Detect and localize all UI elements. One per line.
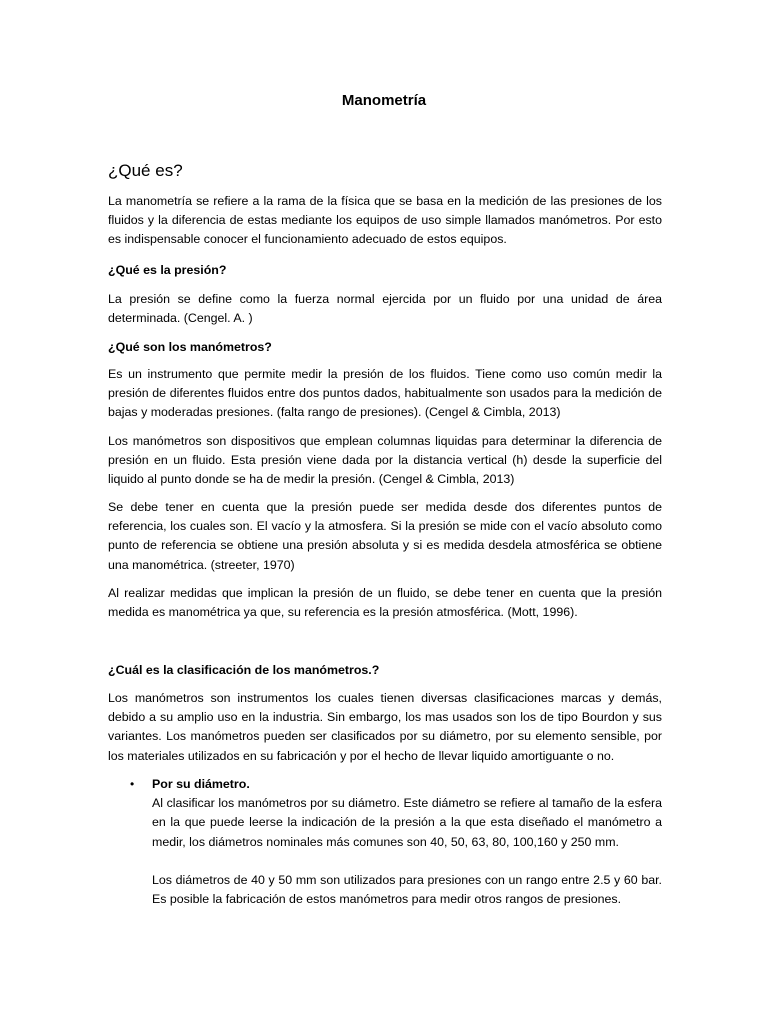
paragraph-atmosferica: Al realizar medidas que implican la presión de un fluido, se debe tener en cuenta que la presión medida es manométrica ya que, su referencia es la presión atmosférica. (Mott, 1996). <box>108 586 662 620</box>
bullet-marker: • <box>130 777 135 791</box>
paragraph-definition: La manometría se refiere a la rama de la física que se basa en la medición de las presiones de los fluidos y la diferencia de estas mediante los equipos de uso simple llamados manómetros. Por esto es indispensable conocer el funcionamiento adecuado de estos equipos. <box>108 194 662 247</box>
paragraph-instrumento: Es un instrumento que permite medir la presión de los fluidos. Tiene como uso común medir la presión de diferentes fluidos entre dos puntos dados, habitualmente son usados para la medición de bajas y moderadas presiones. (falta rango de presiones). (Cengel & Cimbla, 2013) <box>108 367 662 420</box>
bullet-body <box>152 775 662 909</box>
section-heading-que-es: ¿Qué es? <box>108 161 183 180</box>
bullet-heading: Por su diámetro. <box>152 777 250 791</box>
bullet-text-rango: Los diámetros de 40 y 50 mm son utilizados para presiones con un rango entre 2.5 y 60 bar. Es posible la fabricación de estos manómetros para medir otros rangos de presiones. <box>152 872 662 907</box>
question-clasificacion: ¿Cuál es la clasificación de los manómetros.? <box>108 663 380 677</box>
paragraph-referencia: Se debe tener en cuenta que la presión puede ser medida desde dos diferentes puntos de referencia, los cuales son. El vacío y la atmosfera. Si la presión se mide con el vacío absoluto como punto de referencia se obtiene una presión absoluta y si es medida desdela atmosférica se obtiene una manométrica. (streeter, 1970) <box>108 500 662 572</box>
paragraph-columnas: Los manómetros son dispositivos que emplean columnas liquidas para determinar la diferencia de presión en un fluido. Esta presión viene dada por la distancia vertical (h) desde la superficie del liquido al punto donde se ha de medir la presión. (Cengel & Cimbla, 2013) <box>108 434 662 487</box>
bullet-item-diametro <box>130 775 662 909</box>
paragraph-presion: La presión se define como la fuerza normal ejercida por un fluido por una unidad de área determinada. (Cengel. A. ) <box>108 292 662 326</box>
bullet-text-diametro: Al clasificar los manómetros por su diámetro. Este diámetro se refiere al tamaño de la esfera en la que puede leerse la indicación de la presión a la que esta diseñado el manómetro a medir, los diámetros nominales más comunes son 40, 50, 63, 80, 100,160 y 250 mm. <box>152 796 662 849</box>
paragraph-clasificacion: Los manómetros son instrumentos los cuales tienen diversas clasificaciones marcas y demás, debido a su amplio uso en la industria. Sin embargo, los mas usados son los de tipo Bourdon y sus variantes. Los manómetros pueden ser clasificados por su diámetro, por su elemento sensible, por los materiales utilizados en su fabricación y por el hecho de llevar liquido amortiguante o no. <box>108 691 662 763</box>
question-presion: ¿Qué es la presión? <box>108 263 227 277</box>
page-title: Manometría <box>341 92 427 109</box>
question-manometros: ¿Qué son los manómetros? <box>108 340 272 354</box>
